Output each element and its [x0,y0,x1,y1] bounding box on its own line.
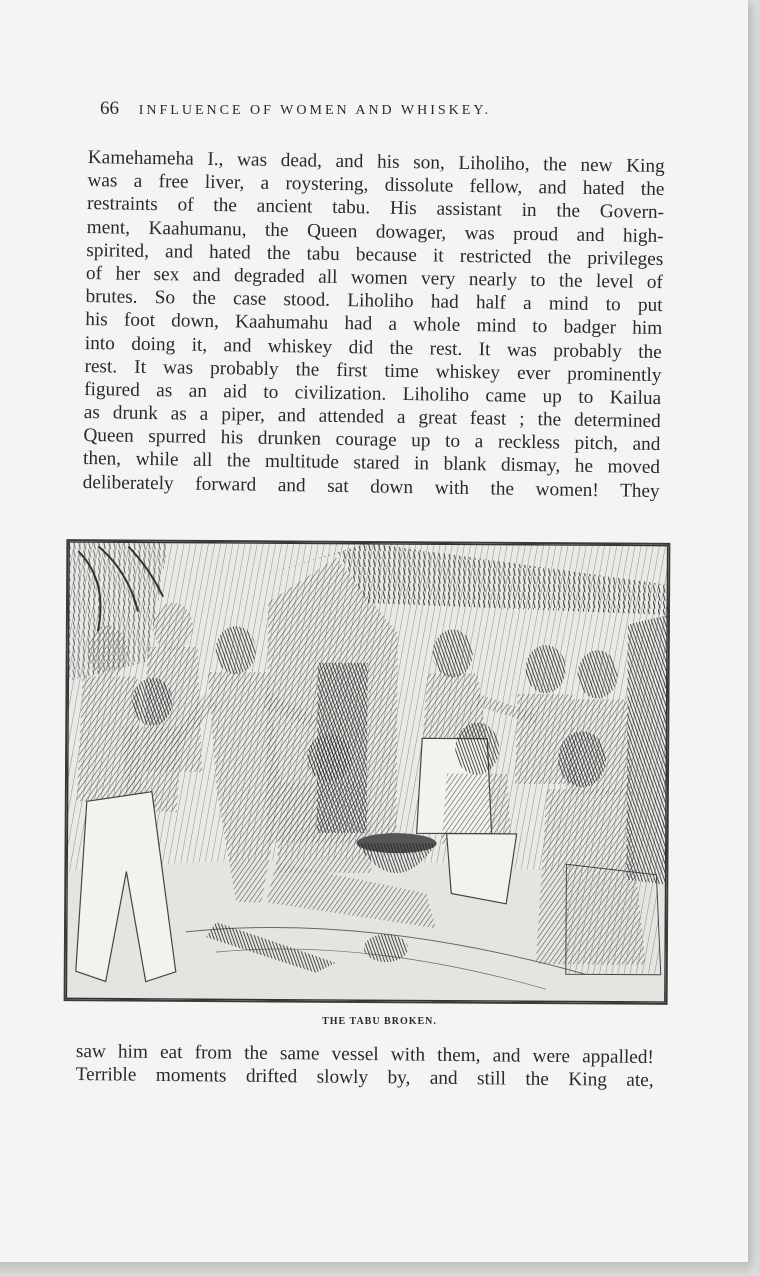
text-line: then, while all the multitude stared in blank dismay, he moved [82,448,661,479]
body-text-bottom [76,1040,654,1092]
figure-caption: THE TABU BROKEN. [322,1016,437,1027]
text-line: into doing it, and whiskey did the rest. It was probably the [84,332,662,363]
text-line: ment, Kaahumanu, the Queen dowager, was proud and high- [86,216,664,247]
running-head [100,98,620,120]
text-line: rest. It was probably the first time whiskey ever prominently [84,355,662,386]
engraving-image [66,541,669,1003]
text-line: his foot down, Kaahumahu had a whole mind to badger him [85,309,663,340]
text-line: figured as an aid to civilization. Liholiho came up to Kailua [84,378,662,409]
text-line: restraints of the ancient tabu. His assistant in the Govern- [86,193,665,224]
body-text-top [83,146,665,503]
text-line: Queen spurred his drunken courage up to a reckless pitch, and [83,425,661,456]
text-line: was a free liver, a roystering, dissolute fellow, and hated the [87,170,665,201]
text-line: Kamehameha I., was dead, and his son, Liholiho, the new King [87,146,665,178]
text-line: Terrible moments drifted slowly by, and still the King ate, [75,1064,654,1092]
running-title: INFLUENCE OF WOMEN AND WHISKEY. [138,103,492,118]
page-edge [0,1262,748,1276]
text-line: saw him eat from the same vessel with them, and were appalled! [75,1041,654,1069]
text-line: of her sex and degraded all women very nearly to the level of [85,262,664,293]
page-number: 66 [100,98,119,119]
text-line: as drunk as a piper, and attended a great feast ; the determined [83,402,661,433]
text-line: spirited, and hated the tabu because it restricted the privileges [86,239,664,270]
text-line: brutes. So the case stood. Liholiho had half a mind to put [85,286,663,317]
engraving-illustration [64,539,671,1005]
text-line: deliberately forward and sat down with the women! They [82,471,660,502]
